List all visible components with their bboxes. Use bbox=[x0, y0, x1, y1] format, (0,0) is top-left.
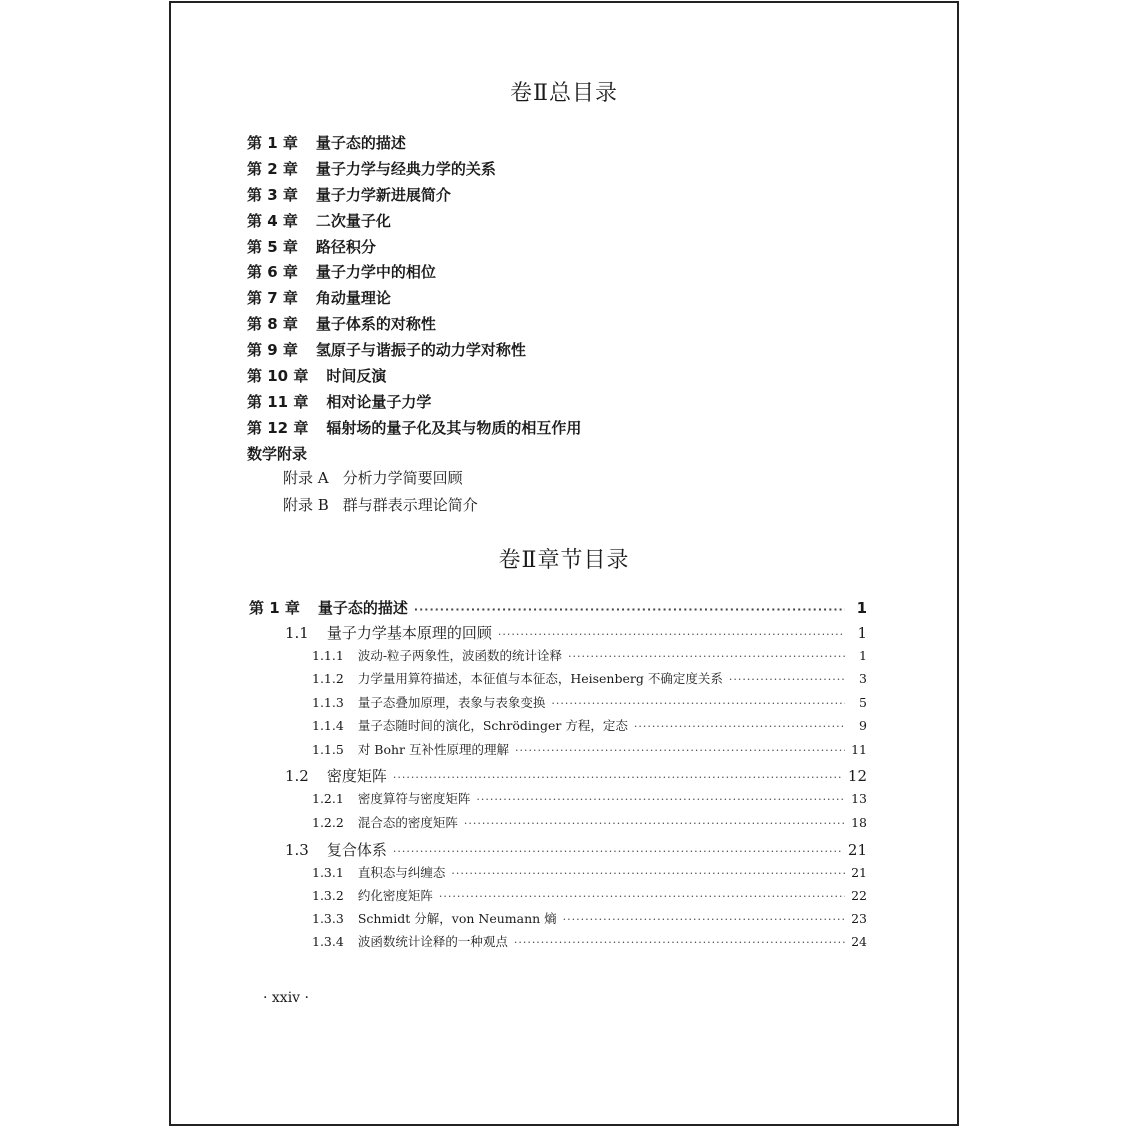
toc-entry: 1.3.4 波函数统计诠释的一种观点 ····· 24 bbox=[312, 932, 867, 950]
leader-dots bbox=[498, 628, 845, 641]
list-item: 第 6 章 量子力学中的相位 bbox=[247, 263, 436, 282]
toc-entry: 1.3.3 Schmidt 分解，von Neumann 熵 ····· 23 bbox=[312, 909, 867, 927]
toc-entry: 1.3.2 约化密度矩阵 ····· 22 bbox=[312, 886, 867, 904]
list-item: 第 11 章 相对论量子力学 bbox=[247, 392, 432, 411]
leader-dots bbox=[451, 867, 845, 880]
toc-entry: 1.1.1 波动-粒子两象性，波函数的统计诠释 ····· 1 bbox=[312, 646, 867, 664]
toc-entry: 1.2.2 混合态的密度矩阵 ····· 18 bbox=[312, 813, 867, 831]
leader-dots bbox=[464, 817, 845, 830]
leader-dots bbox=[393, 771, 842, 784]
toc-list bbox=[171, 3, 957, 1124]
leader-dots bbox=[514, 936, 845, 949]
leader-dots bbox=[515, 744, 845, 757]
toc-entry: 1.1 量子力学基本原理的回顾 ····· 1 bbox=[285, 622, 867, 643]
leader-dots bbox=[476, 793, 845, 806]
toc-title: 卷Ⅱ章节目录 bbox=[498, 548, 630, 573]
list-item: 第 2 章 量子力学与经典力学的关系 bbox=[247, 159, 496, 178]
list-item: 附录 B 群与群表示理论简介 bbox=[283, 496, 478, 514]
toc-entry: 1.2.1 密度算符与密度矩阵 ····· 13 bbox=[312, 789, 867, 807]
leader-dots bbox=[551, 697, 845, 710]
list-item: 第 12 章 辐射场的量子化及其与物质的相互作用 bbox=[247, 418, 582, 437]
list-item: 第 1 章 量子态的描述 bbox=[247, 134, 406, 152]
list-item: 第 3 章 量子力学新进展简介 bbox=[247, 185, 451, 204]
leader-dots bbox=[568, 650, 845, 663]
list-item: 第 8 章 量子体系的对称性 bbox=[247, 315, 436, 334]
toc-entry: 1.3 复合体系 ····· 21 bbox=[285, 839, 867, 860]
list-item: 第 9 章 氢原子与谐振子的动力学对称性 bbox=[247, 341, 526, 360]
list-item: 第 4 章 二次量子化 bbox=[247, 211, 391, 230]
appendix-heading: 数学附录 bbox=[247, 445, 308, 463]
book-page bbox=[169, 1, 959, 1126]
leader-dots bbox=[563, 913, 845, 926]
toc-entry: 1.1.5 对 Bohr 互补性原理的理解 ····· 11 bbox=[312, 740, 867, 758]
toc-entry: 1.1.3 量子态叠加原理，表象与表象变换 ····· 5 bbox=[312, 693, 867, 711]
toc-entry: 1.2 密度矩阵 ····· 12 bbox=[285, 765, 867, 786]
toc-entry: 第 1 章 量子态的描述 ····· 1 bbox=[249, 597, 867, 618]
leader-dots bbox=[634, 720, 845, 733]
list-item: 第 10 章 时间反演 bbox=[247, 367, 387, 386]
list-item: 附录 A 分析力学简要回顾 bbox=[283, 469, 463, 487]
leader-dots bbox=[729, 673, 845, 686]
toc-entry: 1.3.1 直积态与纠缠态 ····· 21 bbox=[312, 863, 867, 881]
leader-dots bbox=[414, 603, 845, 616]
list-item: 第 5 章 路径积分 bbox=[247, 237, 376, 256]
toc-entry: 1.1.2 力学量用算符描述，本征值与本征态，Heisenberg 不确定度关系 ····· 3 bbox=[312, 669, 867, 687]
leader-dots bbox=[393, 845, 842, 858]
list-item: 第 7 章 角动量理论 bbox=[247, 289, 391, 308]
overview-title: 卷Ⅱ总目录 bbox=[510, 81, 618, 106]
toc-entry: 1.1.4 量子态随时间的演化，Schrödinger 方程，定态 ····· 9 bbox=[312, 716, 867, 734]
leader-dots bbox=[439, 890, 845, 903]
page-number: · xxiv · bbox=[263, 990, 309, 1006]
